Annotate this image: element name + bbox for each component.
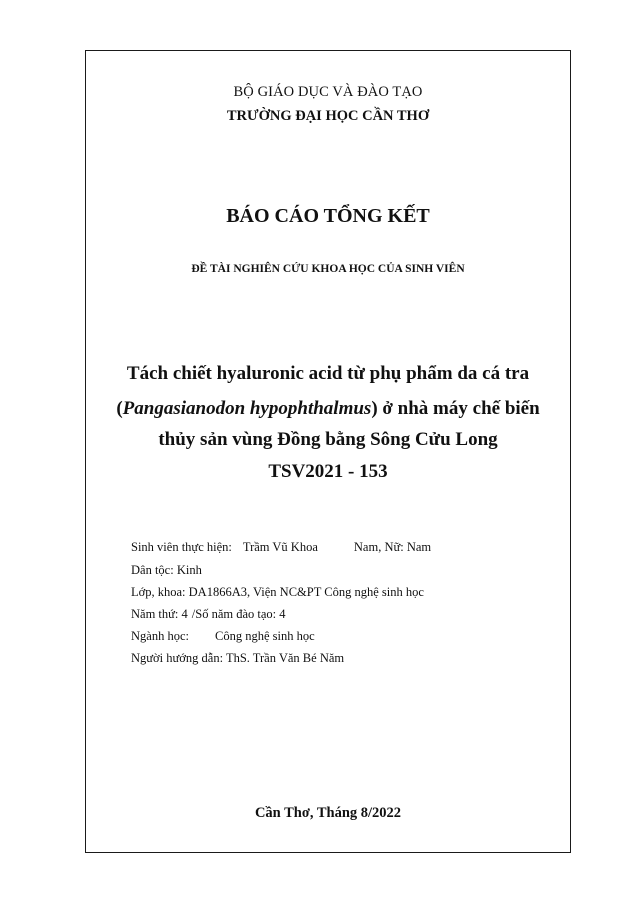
- year-label: Năm thứ: 4: [131, 607, 188, 621]
- report-subtitle: ĐỀ TÀI NGHIÊN CỨU KHOA HỌC CỦA SINH VIÊN: [191, 263, 465, 275]
- major-label: Ngành học:: [131, 629, 189, 643]
- ministry-name: BỘ GIÁO DỤC VÀ ĐÀO TẠO: [233, 84, 423, 100]
- major-value: Công nghệ sinh học: [214, 629, 315, 643]
- student-gender: Nam, Nữ: Nam: [353, 540, 432, 554]
- topic-title-line-3: thủy sản vùng Đồng bằng Sông Cửu Long: [158, 429, 498, 450]
- study-year-row: [131, 607, 286, 622]
- ethnicity-row: Dân tộc: Kinh: [131, 563, 202, 577]
- student-name: Trầm Vũ Khoa: [242, 540, 318, 554]
- report-title: BÁO CÁO TỔNG KẾT: [226, 205, 430, 227]
- training-years: /Số năm đào tạo: 4: [191, 607, 286, 621]
- major-row: [131, 629, 315, 644]
- topic-paren-open: (: [116, 398, 123, 419]
- topic-line-2-rest: ) ở nhà máy chế biến: [371, 398, 540, 419]
- student-label: Sinh viên thực hiện:: [131, 540, 232, 554]
- student-info-row: [131, 540, 431, 555]
- topic-title-line-1: Tách chiết hyaluronic acid từ phụ phẩm da cá tra: [126, 363, 530, 384]
- topic-title-line-2: [85, 398, 571, 420]
- project-code: TSV2021 - 153: [268, 461, 388, 482]
- place-date: Cần Thơ, Tháng 8/2022: [254, 805, 402, 821]
- page-border: [85, 50, 571, 853]
- class-faculty-row: Lớp, khoa: DA1866A3, Viện NC&PT Công nghệ sinh học: [131, 585, 424, 599]
- university-name: TRƯỜNG ĐẠI HỌC CẦN THƠ: [226, 108, 430, 124]
- advisor-row: Người hướng dẫn: ThS. Trần Văn Bé Năm: [131, 651, 345, 665]
- species-name: Pangasianodon hypophthalmus: [122, 398, 372, 419]
